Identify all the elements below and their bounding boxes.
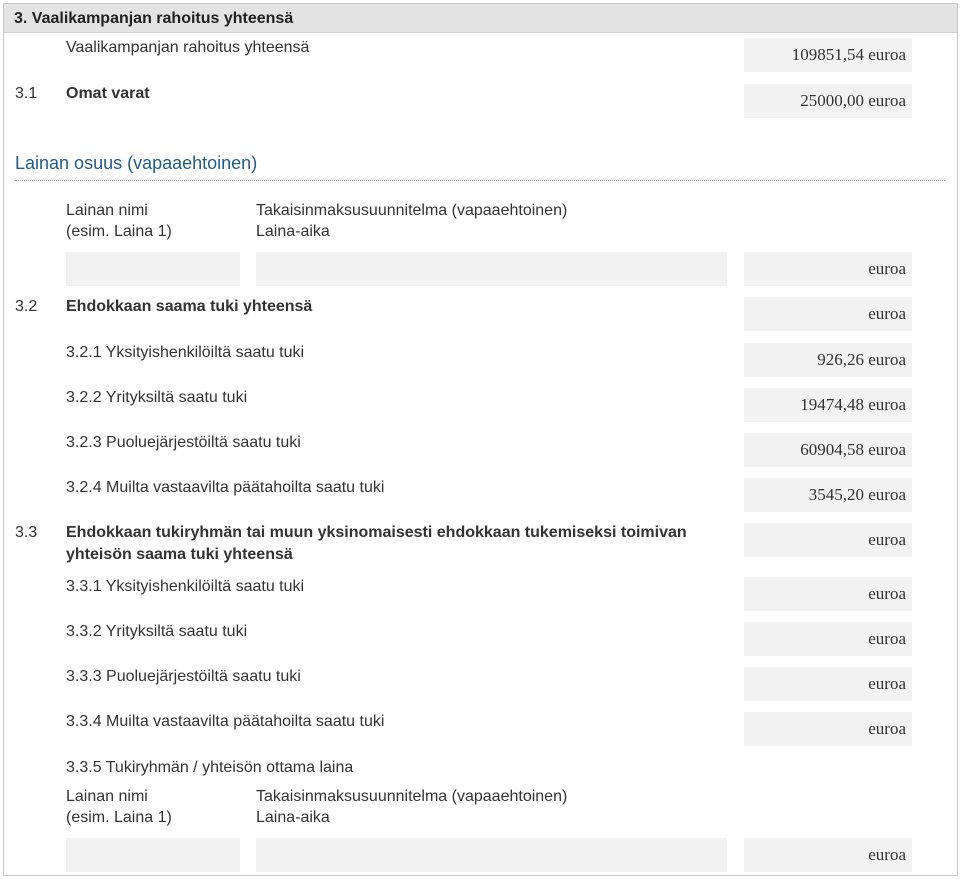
group-support-label: Ehdokkaan tukiryhmän tai muun yksinomaisesti ehdokkaan tukemiseksi toimivan	[66, 524, 687, 541]
group-loan-label: 3.3.5 Tukiryhmän / yhteisön ottama laina	[66, 759, 354, 776]
group-support-value-field[interactable]: euroa	[744, 523, 912, 557]
group-support-label-cont: yhteisön saama tuki yhteensä	[66, 546, 293, 563]
group-loan-name-label: Lainan nimi	[66, 788, 148, 805]
support-number: 3.2	[15, 298, 38, 315]
group-loan-term-label: Laina-aika	[256, 809, 330, 826]
total-label: Vaalikampanjan rahoitus yhteensä	[66, 39, 310, 56]
group-item-label: 3.3.3 Puoluejärjestöiltä saatu tuki	[66, 668, 301, 685]
group-loan-name-field[interactable]	[66, 838, 240, 872]
own-funds-value-field[interactable]: 25000,00 euroa	[744, 84, 912, 118]
group-loan-amount-field[interactable]: euroa	[744, 838, 912, 872]
loan-heading: Lainan osuus (vapaaehtoinen)	[15, 153, 258, 173]
loan-name-field[interactable]	[66, 252, 240, 286]
loan-plan-field[interactable]	[256, 252, 727, 286]
group-loan-plan-label: Takaisinmaksusuunnitelma (vapaaehtoinen)	[256, 788, 568, 805]
group-loan-plan-field[interactable]	[256, 838, 727, 872]
group-item-label: 3.3.4 Muilta vastaavilta päätahoilta saatu tuki	[66, 713, 385, 730]
total-value-field[interactable]: 109851,54 euroa	[744, 38, 912, 72]
support-item-value-field[interactable]: 3545,20 euroa	[744, 478, 912, 512]
loan-plan-label: Takaisinmaksusuunnitelma (vapaaehtoinen)	[256, 202, 568, 219]
divider	[15, 180, 945, 181]
group-support-number: 3.3	[15, 524, 38, 541]
group-item-label: 3.3.1 Yksityishenkilöiltä saatu tuki	[66, 578, 305, 595]
support-item-label: 3.2.1 Yksityishenkilöiltä saatu tuki	[66, 344, 305, 361]
support-item-label: 3.2.2 Yrityksiltä saatu tuki	[66, 389, 248, 406]
group-loan-name-hint: (esim. Laina 1)	[66, 809, 172, 826]
group-item-value-field[interactable]: euroa	[744, 577, 912, 611]
support-label: Ehdokkaan saama tuki yhteensä	[66, 298, 313, 315]
loan-amount-field[interactable]: euroa	[744, 252, 912, 286]
group-item-value-field[interactable]: euroa	[744, 667, 912, 701]
support-item-label: 3.2.4 Muilta vastaavilta päätahoilta saatu tuki	[66, 479, 385, 496]
own-funds-number: 3.1	[15, 85, 38, 102]
group-item-value-field[interactable]: euroa	[744, 622, 912, 656]
support-item-value-field[interactable]: 19474,48 euroa	[744, 388, 912, 422]
group-item-label: 3.3.2 Yrityksiltä saatu tuki	[66, 623, 248, 640]
support-item-label: 3.2.3 Puoluejärjestöiltä saatu tuki	[66, 434, 301, 451]
loan-name-hint: (esim. Laina 1)	[66, 223, 172, 240]
group-item-value-field[interactable]: euroa	[744, 712, 912, 746]
section-header: 3. Vaalikampanjan rahoitus yhteensä	[4, 4, 957, 33]
loan-term-label: Laina-aika	[256, 223, 330, 240]
own-funds-label: Omat varat	[66, 85, 150, 102]
support-item-value-field[interactable]: 926,26 euroa	[744, 343, 912, 377]
loan-name-label: Lainan nimi	[66, 202, 148, 219]
support-item-value-field[interactable]: 60904,58 euroa	[744, 433, 912, 467]
support-value-field[interactable]: euroa	[744, 297, 912, 331]
